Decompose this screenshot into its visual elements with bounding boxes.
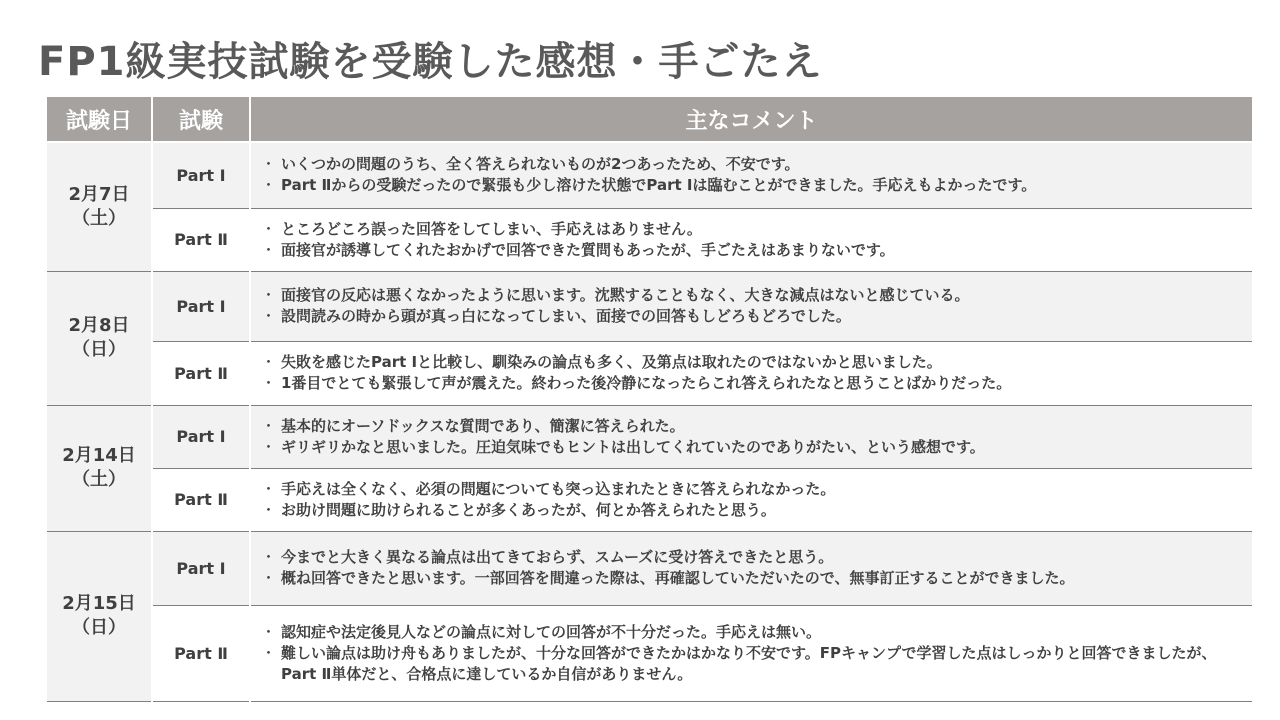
comment-text: 手応えは全くなく、必須の問題についても突っ込まれたときに答えられなかった。 (281, 479, 836, 498)
comment-cell (250, 468, 1252, 531)
comment-item (259, 437, 1240, 458)
part-label: Part Ⅰ (152, 271, 250, 341)
date-label: 2月14日 (62, 445, 136, 466)
bullet-icon: ・ (261, 353, 277, 371)
bullet-icon: ・ (261, 479, 277, 498)
comment-cell (250, 271, 1252, 341)
comment-item (259, 285, 1240, 306)
comment-item (259, 643, 1240, 685)
table-row (47, 531, 1252, 605)
comment-cell (250, 142, 1252, 208)
comment-text: ところどころ誤った回答をしてしまい、手応えはありません。 (281, 219, 702, 238)
table-header-row (47, 97, 1252, 142)
bullet-icon: ・ (261, 307, 277, 325)
part-label: Part Ⅰ (152, 531, 250, 605)
table-row (47, 468, 1252, 531)
header-comment: 主なコメント (250, 97, 1252, 142)
part-label: Part Ⅰ (152, 405, 250, 468)
weekday-label: （日） (72, 339, 126, 360)
bullet-icon: ・ (261, 622, 277, 641)
date-cell (47, 405, 152, 531)
weekday-label: （土） (72, 469, 126, 490)
part-label: Part Ⅱ (152, 208, 250, 271)
bullet-icon: ・ (261, 437, 277, 456)
comment-text: 今までと大きく異なる論点は出てきておらず、スムーズに受け答えできたと思う。 (281, 548, 834, 566)
comment-text: 概ね回答できたと思います。一部回答を間違った際は、再確認していただいたので、無事訂正することができました。 (281, 569, 1075, 587)
bullet-icon: ・ (261, 155, 277, 174)
bullet-icon: ・ (261, 374, 277, 392)
part-label: Part Ⅱ (152, 468, 250, 531)
bullet-icon: ・ (261, 286, 277, 304)
comment-text: いくつかの問題のうち、全く答えられないものが2つあったため、不安です。 (281, 155, 800, 174)
date-cell (47, 271, 152, 405)
comment-item (259, 479, 1240, 500)
comment-cell (250, 605, 1252, 701)
weekday-label: （日） (72, 617, 126, 638)
bullet-icon: ・ (261, 416, 277, 435)
table-row (47, 405, 1252, 468)
comment-item (259, 373, 1240, 394)
table-row (47, 208, 1252, 271)
comment-cell (250, 405, 1252, 468)
comment-text: 1番目でとても緊張して声が震えた。終わった後冷静になったらこれ答えられたなと思うことばかりだった。 (281, 374, 1012, 392)
bullet-icon: ・ (261, 240, 277, 259)
part-label: Part Ⅱ (152, 341, 250, 405)
comment-cell (250, 208, 1252, 271)
table-row (47, 271, 1252, 341)
comment-text: お助け問題に助けられることが多くあったが、何とか答えられたと思う。 (281, 500, 776, 519)
comment-item (259, 547, 1240, 568)
part-label: Part Ⅰ (152, 142, 250, 208)
comment-item (259, 240, 1240, 261)
comment-item (259, 175, 1240, 196)
header-exam: 試験 (152, 97, 250, 142)
date-label: 2月15日 (62, 593, 136, 614)
comment-item (259, 500, 1240, 521)
bullet-icon: ・ (261, 569, 277, 587)
comment-text: Part Ⅱからの受験だったので緊張も少し溶けた状態でPart Ⅰは臨むことができました。手応えもよかったです。 (281, 176, 1037, 195)
comment-text: 認知症や法定後見人などの論点に対しての回答が不十分だった。手応えは無い。 (281, 622, 822, 641)
comment-text: 面接官が誘導してくれたおかげで回答できた質問もあったが、手ごたえはあまりないです。 (281, 240, 895, 259)
table-row (47, 142, 1252, 208)
comment-cell (250, 531, 1252, 605)
bullet-icon: ・ (261, 548, 277, 566)
page-title: FP1級実技試験を受験した感想・手ごたえ (38, 39, 823, 85)
bullet-icon: ・ (261, 500, 277, 519)
date-label: 2月8日 (68, 315, 130, 336)
comment-text: 基本的にオーソドックスな質問であり、簡潔に答えられた。 (281, 416, 685, 435)
date-label: 2月7日 (68, 183, 130, 205)
comment-item (259, 306, 1240, 327)
bullet-icon: ・ (261, 643, 277, 662)
table-row (47, 341, 1252, 405)
comment-text: 面接官の反応は悪くなかったように思います。沈黙することもなく、大きな減点はないと感じている。 (281, 286, 970, 304)
comment-item (259, 416, 1240, 437)
comment-cell (250, 341, 1252, 405)
comment-text: 難しい論点は助け舟もありましたが、十分な回答ができたかはかなり不安です。FPキャンプで学習した点はしっかりと回答できましたが、Part Ⅱ単体だと、合格点に達しているか自信がありません。 (281, 643, 1217, 683)
date-cell (47, 142, 152, 271)
comment-item (259, 568, 1240, 589)
bullet-icon: ・ (261, 176, 277, 195)
comments-table (47, 97, 1252, 702)
table-row (47, 605, 1252, 701)
comment-item (259, 219, 1240, 240)
header-date: 試験日 (47, 97, 152, 142)
date-cell (47, 531, 152, 701)
comment-text: 設問読みの時から頭が真っ白になってしまい、面接での回答もしどろもどろでした。 (281, 307, 851, 325)
comment-text: ギリギリかなと思いました。圧迫気味でもヒントは出してくれていたのでありがたい、という感想です。 (281, 437, 985, 456)
part-label: Part Ⅱ (152, 605, 250, 701)
bullet-icon: ・ (261, 219, 277, 238)
comment-text: 失敗を感じたPart Ⅰと比較し、馴染みの論点も多く、及第点は取れたのではないかと思いました。 (281, 353, 942, 371)
comment-item (259, 622, 1240, 643)
comment-item (259, 154, 1240, 175)
weekday-label: （土） (72, 207, 126, 229)
comment-item (259, 352, 1240, 373)
